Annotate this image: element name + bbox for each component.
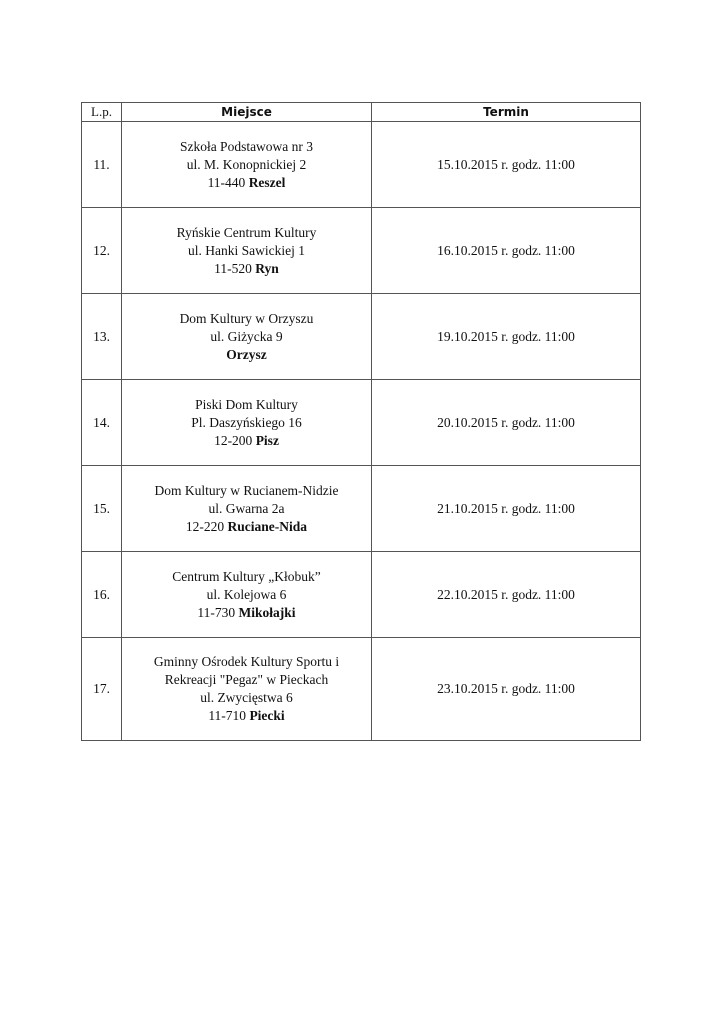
city-name: Mikołajki	[238, 604, 296, 620]
city-name: Ryn	[255, 260, 279, 276]
place-line: Dom Kultury w Rucianem-Nidzie	[154, 482, 339, 498]
city-line	[122, 346, 371, 364]
postcode: 11-730	[197, 604, 236, 620]
city-name: Orzysz	[226, 346, 267, 362]
place-line: ul. Zwycięstwa 6	[200, 690, 293, 705]
postcode: 12-200	[214, 432, 253, 448]
header-place: Miejsce	[122, 103, 372, 122]
postcode: 11-520	[214, 260, 252, 276]
city-line	[122, 260, 371, 278]
city-name: Reszel	[248, 174, 286, 190]
city-name: Pisz	[255, 432, 279, 448]
term-cell: 15.10.2015 r. godz. 11:00	[372, 122, 641, 208]
place-cell	[122, 552, 372, 638]
place-cell	[122, 466, 372, 552]
term-cell: 22.10.2015 r. godz. 11:00	[372, 552, 641, 638]
table-row	[82, 552, 641, 638]
header-lp: L.p.	[82, 103, 122, 122]
row-number: 11.	[82, 122, 122, 208]
place-cell	[122, 208, 372, 294]
table-row	[82, 638, 641, 741]
city-line	[122, 707, 371, 725]
place-line: ul. Hanki Sawickiej 1	[188, 242, 305, 258]
schedule-table	[81, 102, 641, 741]
city-name: Piecki	[249, 708, 285, 723]
header-date: Termin	[372, 103, 641, 122]
row-number: 15.	[82, 466, 122, 552]
place-line: Centrum Kultury „Kłobuk”	[172, 568, 321, 584]
city-line	[122, 432, 371, 450]
postcode: 12-220	[185, 518, 225, 534]
term-cell: 16.10.2015 r. godz. 11:00	[372, 208, 641, 294]
row-number: 17.	[82, 638, 122, 741]
city-line	[122, 174, 371, 192]
city-name: Ruciane-Nida	[227, 518, 308, 534]
row-number: 12.	[82, 208, 122, 294]
table-row	[82, 466, 641, 552]
place-cell	[122, 638, 372, 741]
row-number: 14.	[82, 380, 122, 466]
table-row	[82, 380, 641, 466]
term-cell: 21.10.2015 r. godz. 11:00	[372, 466, 641, 552]
place-line: Piski Dom Kultury	[195, 396, 298, 412]
place-line: ul. Giżycka 9	[210, 328, 283, 344]
place-line: ul. Kolejowa 6	[206, 586, 287, 602]
postcode: 11-440	[207, 174, 246, 190]
term-cell: 23.10.2015 r. godz. 11:00	[372, 638, 641, 741]
header-row	[82, 103, 641, 122]
place-cell	[122, 380, 372, 466]
term-cell: 19.10.2015 r. godz. 11:00	[372, 294, 641, 380]
city-line	[122, 518, 371, 536]
table-body	[82, 122, 641, 741]
place-line: ul. Gwarna 2a	[208, 500, 285, 516]
postcode: 11-710	[208, 708, 247, 723]
term-cell: 20.10.2015 r. godz. 11:00	[372, 380, 641, 466]
place-cell	[122, 122, 372, 208]
place-line: Dom Kultury w Orzyszu	[179, 310, 314, 326]
place-line: ul. M. Konopnickiej 2	[186, 156, 307, 172]
city-line	[122, 604, 371, 622]
table-row	[82, 208, 641, 294]
place-line: Pl. Daszyńskiego 16	[191, 414, 302, 430]
place-line: Rekreacji "Pegaz" w Pieckach	[164, 672, 329, 687]
place-cell	[122, 294, 372, 380]
row-number: 16.	[82, 552, 122, 638]
place-line: Gminny Ośrodek Kultury Sportu i	[153, 654, 340, 669]
place-line: Szkoła Podstawowa nr 3	[179, 138, 314, 154]
row-number: 13.	[82, 294, 122, 380]
table-row	[82, 294, 641, 380]
table-row	[82, 122, 641, 208]
place-line: Ryńskie Centrum Kultury	[176, 224, 317, 240]
